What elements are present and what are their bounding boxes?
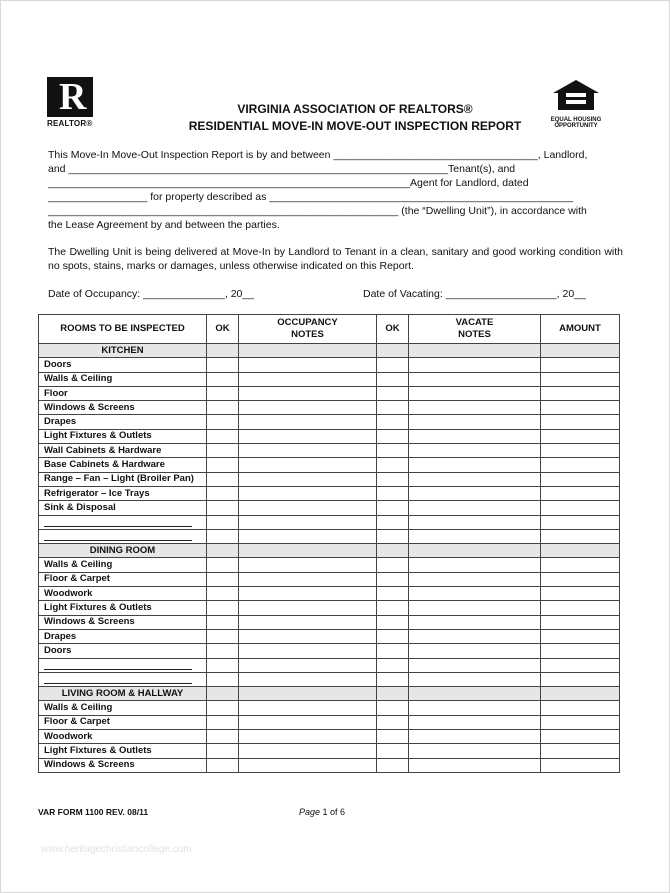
- amount-cell[interactable]: [541, 744, 620, 758]
- page-word: Page: [299, 807, 321, 817]
- vacate-notes-cell[interactable]: [409, 601, 541, 615]
- table-row: [39, 386, 620, 400]
- room-item-label: Drapes: [39, 629, 207, 643]
- page-count: 1 of 6: [320, 807, 346, 817]
- table-row: [39, 529, 620, 543]
- room-item-label: Wall Cabinets & Hardware: [39, 444, 207, 458]
- section-row: [39, 544, 620, 558]
- room-item-label: Light Fixtures & Outlets: [39, 429, 207, 443]
- ok-occupancy-cell[interactable]: [207, 572, 239, 586]
- ok-vacate-cell[interactable]: [377, 744, 409, 758]
- ok-vacate-cell[interactable]: [377, 672, 409, 686]
- header-ok-vacate: OK: [377, 315, 409, 344]
- vacate-notes-cell[interactable]: [409, 587, 541, 601]
- room-item-label: Floor & Carpet: [39, 572, 207, 586]
- amount-cell[interactable]: [541, 486, 620, 500]
- form-number: VAR FORM 1100 REV. 08/11: [38, 807, 149, 817]
- room-item-label: Windows & Screens: [39, 401, 207, 415]
- ok-vacate-cell[interactable]: [377, 629, 409, 643]
- intro-line-5: ____________________________________________________________ (the “Dwelling Unit”), in accordance with: [48, 205, 587, 217]
- vacate-notes-cell[interactable]: [409, 701, 541, 715]
- vacate-notes-cell[interactable]: [409, 644, 541, 658]
- document-title: [121, 101, 589, 135]
- header-vacate-line-1: VACATE: [455, 317, 494, 328]
- table-row: [39, 730, 620, 744]
- occupancy-notes-cell[interactable]: [239, 629, 377, 643]
- vacate-notes-cell[interactable]: [409, 444, 541, 458]
- intro-line-3: ______________________________________________________________Agent for Landlord, dated: [48, 177, 529, 189]
- table-row: [39, 758, 620, 772]
- amount-cell[interactable]: [541, 715, 620, 729]
- amount-cell[interactable]: [541, 501, 620, 515]
- table-row: [39, 701, 620, 715]
- title-line-1: VIRGINIA ASSOCIATION OF REALTORS®: [237, 102, 473, 116]
- occupancy-notes-cell[interactable]: [239, 386, 377, 400]
- ok-vacate-cell[interactable]: [377, 515, 409, 529]
- ok-occupancy-cell[interactable]: [207, 529, 239, 543]
- vacate-notes-cell: [409, 344, 541, 358]
- ok-vacate-cell[interactable]: [377, 701, 409, 715]
- ok-occupancy-cell[interactable]: [207, 672, 239, 686]
- realtor-r-mark: [47, 77, 93, 117]
- ok-vacate-cell[interactable]: [377, 572, 409, 586]
- equal-housing-caption-2: OPPORTUNITY: [554, 123, 598, 129]
- ok-occupancy-cell: [207, 344, 239, 358]
- occupancy-notes-cell[interactable]: [239, 486, 377, 500]
- ok-vacate-cell: [377, 544, 409, 558]
- vacate-notes-cell[interactable]: [409, 572, 541, 586]
- vacate-notes-cell[interactable]: [409, 629, 541, 643]
- ok-vacate-cell[interactable]: [377, 372, 409, 386]
- occupancy-notes-cell[interactable]: [239, 429, 377, 443]
- ok-occupancy-cell[interactable]: [207, 472, 239, 486]
- table-row: [39, 501, 620, 515]
- amount-cell[interactable]: [541, 515, 620, 529]
- room-item-label: Walls & Ceiling: [39, 372, 207, 386]
- occupancy-notes-cell[interactable]: [239, 715, 377, 729]
- ok-vacate-cell[interactable]: [377, 501, 409, 515]
- vacate-notes-cell[interactable]: [409, 615, 541, 629]
- intro-line-2: and _________________________________________________________________Tenant(s), and: [48, 163, 516, 175]
- ok-occupancy-cell: [207, 544, 239, 558]
- occupancy-notes-cell[interactable]: [239, 401, 377, 415]
- ok-occupancy-cell[interactable]: [207, 386, 239, 400]
- blank-entry-line[interactable]: [39, 672, 207, 686]
- section-label: DINING ROOM: [39, 544, 207, 558]
- vacate-notes-cell[interactable]: [409, 358, 541, 372]
- room-item-label: Refrigerator – Ice Trays: [39, 486, 207, 500]
- room-item-label: Sink & Disposal: [39, 501, 207, 515]
- table-row: [39, 415, 620, 429]
- amount-cell[interactable]: [541, 529, 620, 543]
- ok-occupancy-cell[interactable]: [207, 701, 239, 715]
- room-item-label: Woodwork: [39, 730, 207, 744]
- vacate-notes-cell[interactable]: [409, 486, 541, 500]
- blank-entry-line[interactable]: [39, 658, 207, 672]
- vacate-notes-cell[interactable]: [409, 529, 541, 543]
- amount-cell[interactable]: [541, 358, 620, 372]
- amount-cell[interactable]: [541, 701, 620, 715]
- occupancy-notes-cell[interactable]: [239, 672, 377, 686]
- realtor-word: REALTOR®: [47, 119, 93, 128]
- amount-cell: [541, 344, 620, 358]
- occupancy-notes-cell[interactable]: [239, 444, 377, 458]
- occupancy-notes-cell[interactable]: [239, 415, 377, 429]
- table-row: [39, 358, 620, 372]
- occupancy-notes-cell: [239, 687, 377, 701]
- table-row: [39, 672, 620, 686]
- ok-occupancy-cell[interactable]: [207, 501, 239, 515]
- blank-entry-line[interactable]: [39, 515, 207, 529]
- room-item-label: Doors: [39, 644, 207, 658]
- amount-cell[interactable]: [541, 458, 620, 472]
- ok-occupancy-cell[interactable]: [207, 629, 239, 643]
- room-item-label: Range – Fan – Light (Broiler Pan): [39, 472, 207, 486]
- vacate-notes-cell[interactable]: [409, 372, 541, 386]
- ok-vacate-cell[interactable]: [377, 358, 409, 372]
- occupancy-notes-cell[interactable]: [239, 615, 377, 629]
- vacate-notes-cell: [409, 687, 541, 701]
- ok-vacate-cell: [377, 687, 409, 701]
- table-row: [39, 558, 620, 572]
- vacate-notes-cell[interactable]: [409, 515, 541, 529]
- condition-paragraph: The Dwelling Unit is being delivered at Move-In by Landlord to Tenant in a clean, sanitary and good working condition with no spots, stains, marks or damages, unless otherwise indicated on this Report.: [48, 246, 623, 272]
- room-item-label: Base Cabinets & Hardware: [39, 458, 207, 472]
- intro-line-4: _________________ for property described as ____________________________________________________: [48, 191, 573, 203]
- occupancy-notes-cell[interactable]: [239, 529, 377, 543]
- amount-cell[interactable]: [541, 558, 620, 572]
- vacate-notes-cell[interactable]: [409, 458, 541, 472]
- amount-cell[interactable]: [541, 672, 620, 686]
- room-item-label: Walls & Ceiling: [39, 701, 207, 715]
- underline: [44, 661, 192, 670]
- occupancy-notes-cell[interactable]: [239, 558, 377, 572]
- equal-housing-caption-1: EQUAL HOUSING: [550, 117, 602, 123]
- occupancy-notes-cell[interactable]: [239, 658, 377, 672]
- occupancy-notes-cell[interactable]: [239, 587, 377, 601]
- ok-vacate-cell[interactable]: [377, 529, 409, 543]
- room-item-label: Drapes: [39, 415, 207, 429]
- table-row: [39, 615, 620, 629]
- table-row: [39, 515, 620, 529]
- vacate-notes-cell[interactable]: [409, 558, 541, 572]
- ok-occupancy-cell[interactable]: [207, 486, 239, 500]
- ok-vacate-cell: [377, 344, 409, 358]
- occupancy-notes-cell[interactable]: [239, 758, 377, 772]
- amount-cell[interactable]: [541, 615, 620, 629]
- amount-cell[interactable]: [541, 587, 620, 601]
- intro-paragraph: [48, 148, 623, 232]
- occupancy-notes-cell: [239, 344, 377, 358]
- date-of-occupancy[interactable]: Date of Occupancy: ______________, 20__: [48, 288, 255, 300]
- room-item-label: Walls & Ceiling: [39, 558, 207, 572]
- room-item-label: Windows & Screens: [39, 615, 207, 629]
- watermark: www.heritagechristiancollege.com: [41, 844, 192, 855]
- vacate-notes-cell[interactable]: [409, 715, 541, 729]
- header-occupancy-line-2: NOTES: [291, 329, 324, 340]
- room-item-label: Light Fixtures & Outlets: [39, 601, 207, 615]
- section-label: KITCHEN: [39, 344, 207, 358]
- ok-occupancy-cell[interactable]: [207, 615, 239, 629]
- vacate-notes-cell[interactable]: [409, 429, 541, 443]
- vacate-notes-cell[interactable]: [409, 386, 541, 400]
- title-line-2: RESIDENTIAL MOVE-IN MOVE-OUT INSPECTION REPORT: [188, 119, 522, 133]
- table-row: [39, 601, 620, 615]
- occupancy-notes-cell[interactable]: [239, 501, 377, 515]
- ok-vacate-cell[interactable]: [377, 658, 409, 672]
- ok-vacate-cell[interactable]: [377, 429, 409, 443]
- ok-occupancy-cell[interactable]: [207, 744, 239, 758]
- amount-cell[interactable]: [541, 644, 620, 658]
- amount-cell[interactable]: [541, 401, 620, 415]
- underline: [44, 675, 192, 684]
- amount-cell: [541, 687, 620, 701]
- room-item-label: Woodwork: [39, 587, 207, 601]
- room-item-label: Floor: [39, 386, 207, 400]
- ok-occupancy-cell[interactable]: [207, 372, 239, 386]
- occupancy-notes-cell: [239, 544, 377, 558]
- vacate-notes-cell[interactable]: [409, 672, 541, 686]
- room-item-label: Windows & Screens: [39, 758, 207, 772]
- intro-line-6: the Lease Agreement by and between the parties.: [48, 219, 280, 231]
- room-item-label: Light Fixtures & Outlets: [39, 744, 207, 758]
- ok-vacate-cell[interactable]: [377, 587, 409, 601]
- header-vacate-line-2: NOTES: [458, 329, 491, 340]
- ok-vacate-cell[interactable]: [377, 601, 409, 615]
- amount-cell[interactable]: [541, 758, 620, 772]
- table-row: [39, 458, 620, 472]
- table-row: [39, 587, 620, 601]
- occupancy-notes-cell[interactable]: [239, 701, 377, 715]
- section-label: LIVING ROOM & HALLWAY: [39, 687, 207, 701]
- blank-entry-line[interactable]: [39, 529, 207, 543]
- ok-vacate-cell[interactable]: [377, 730, 409, 744]
- vacate-notes-cell[interactable]: [409, 758, 541, 772]
- ok-occupancy-cell[interactable]: [207, 758, 239, 772]
- vacate-notes-cell[interactable]: [409, 501, 541, 515]
- amount-cell[interactable]: [541, 444, 620, 458]
- amount-cell[interactable]: [541, 429, 620, 443]
- amount-cell[interactable]: [541, 601, 620, 615]
- vacate-notes-cell[interactable]: [409, 730, 541, 744]
- vacate-notes-cell[interactable]: [409, 415, 541, 429]
- ok-vacate-cell[interactable]: [377, 715, 409, 729]
- room-item-label: Doors: [39, 358, 207, 372]
- header-occupancy-line-1: OCCUPANCY: [277, 317, 338, 328]
- table-row: [39, 658, 620, 672]
- occupancy-notes-cell[interactable]: [239, 744, 377, 758]
- ok-vacate-cell[interactable]: [377, 758, 409, 772]
- ok-vacate-cell[interactable]: [377, 458, 409, 472]
- vacate-notes-cell[interactable]: [409, 472, 541, 486]
- ok-occupancy-cell[interactable]: [207, 601, 239, 615]
- realtor-letter: R: [59, 76, 87, 118]
- ok-vacate-cell[interactable]: [377, 644, 409, 658]
- header-occupancy-notes: [239, 315, 377, 344]
- ok-occupancy-cell[interactable]: [207, 587, 239, 601]
- underline: [44, 518, 192, 527]
- ok-occupancy-cell[interactable]: [207, 515, 239, 529]
- header-ok-occupancy: OK: [207, 315, 239, 344]
- header-rooms: ROOMS TO BE INSPECTED: [39, 315, 207, 344]
- amount-cell[interactable]: [541, 629, 620, 643]
- ok-occupancy-cell[interactable]: [207, 415, 239, 429]
- section-row: [39, 344, 620, 358]
- amount-cell[interactable]: [541, 372, 620, 386]
- table-row: [39, 472, 620, 486]
- inspection-table-body: [39, 344, 620, 773]
- ok-occupancy-cell[interactable]: [207, 658, 239, 672]
- amount-cell[interactable]: [541, 386, 620, 400]
- ok-occupancy-cell: [207, 687, 239, 701]
- table-row: [39, 401, 620, 415]
- ok-vacate-cell[interactable]: [377, 401, 409, 415]
- vacate-notes-cell[interactable]: [409, 401, 541, 415]
- ok-occupancy-cell[interactable]: [207, 444, 239, 458]
- occupancy-notes-cell[interactable]: [239, 472, 377, 486]
- ok-occupancy-cell[interactable]: [207, 429, 239, 443]
- ok-occupancy-cell[interactable]: [207, 358, 239, 372]
- inspection-table: [38, 314, 620, 773]
- ok-occupancy-cell[interactable]: [207, 715, 239, 729]
- ok-occupancy-cell[interactable]: [207, 401, 239, 415]
- occupancy-notes-cell[interactable]: [239, 572, 377, 586]
- occupancy-notes-cell[interactable]: [239, 644, 377, 658]
- table-row: [39, 715, 620, 729]
- table-row: [39, 644, 620, 658]
- vacate-notes-cell: [409, 544, 541, 558]
- amount-cell[interactable]: [541, 472, 620, 486]
- table-row: [39, 444, 620, 458]
- page-number: [299, 807, 345, 817]
- ok-occupancy-cell[interactable]: [207, 730, 239, 744]
- ok-vacate-cell[interactable]: [377, 386, 409, 400]
- amount-cell[interactable]: [541, 730, 620, 744]
- ok-vacate-cell[interactable]: [377, 415, 409, 429]
- amount-cell[interactable]: [541, 572, 620, 586]
- room-item-label: Floor & Carpet: [39, 715, 207, 729]
- dates-line: [48, 288, 623, 300]
- realtor-logo: [47, 77, 103, 129]
- intro-line-1: This Move-In Move-Out Inspection Report is by and between ___________________________________, Landlord,: [48, 149, 588, 161]
- ok-vacate-cell[interactable]: [377, 444, 409, 458]
- ok-vacate-cell[interactable]: [377, 486, 409, 500]
- ok-occupancy-cell[interactable]: [207, 558, 239, 572]
- ok-vacate-cell[interactable]: [377, 558, 409, 572]
- ok-occupancy-cell[interactable]: [207, 644, 239, 658]
- table-row: [39, 486, 620, 500]
- amount-cell: [541, 544, 620, 558]
- table-row: [39, 744, 620, 758]
- amount-cell[interactable]: [541, 658, 620, 672]
- date-of-vacating[interactable]: Date of Vacating: ___________________, 20__: [363, 288, 586, 300]
- occupancy-notes-cell[interactable]: [239, 358, 377, 372]
- table-row: [39, 372, 620, 386]
- table-header-row: [39, 315, 620, 344]
- occupancy-notes-cell[interactable]: [239, 601, 377, 615]
- section-row: [39, 687, 620, 701]
- occupancy-notes-cell[interactable]: [239, 458, 377, 472]
- vacate-notes-cell[interactable]: [409, 658, 541, 672]
- table-row: [39, 429, 620, 443]
- occupancy-notes-cell[interactable]: [239, 730, 377, 744]
- occupancy-notes-cell[interactable]: [239, 372, 377, 386]
- table-row: [39, 629, 620, 643]
- ok-vacate-cell[interactable]: [377, 615, 409, 629]
- ok-occupancy-cell[interactable]: [207, 458, 239, 472]
- occupancy-notes-cell[interactable]: [239, 515, 377, 529]
- header-amount: AMOUNT: [541, 315, 620, 344]
- table-row: [39, 572, 620, 586]
- amount-cell[interactable]: [541, 415, 620, 429]
- ok-vacate-cell[interactable]: [377, 472, 409, 486]
- underline: [44, 532, 192, 541]
- header-vacate-notes: [409, 315, 541, 344]
- vacate-notes-cell[interactable]: [409, 744, 541, 758]
